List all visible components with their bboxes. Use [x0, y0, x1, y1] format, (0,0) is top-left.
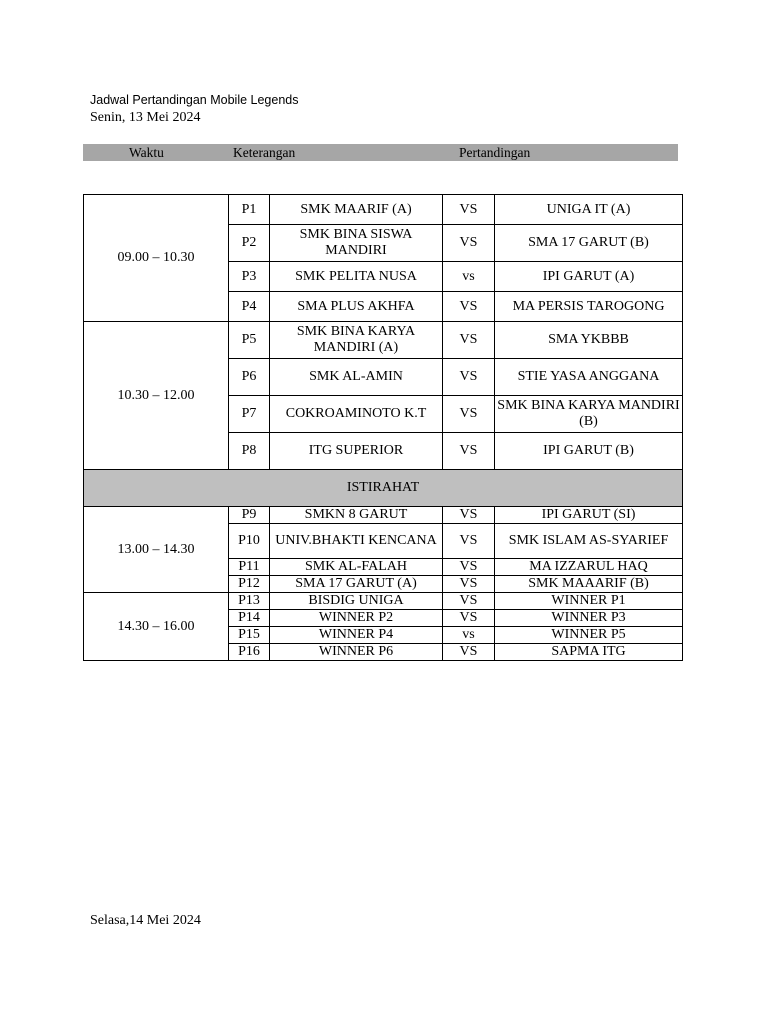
team-a: SMK MAARIF (A): [270, 195, 443, 225]
header-pertandingan: Pertandingan: [459, 145, 531, 160]
vs-label: VS: [443, 524, 495, 559]
vs-label: VS: [443, 359, 495, 396]
team-a: WINNER P4: [270, 627, 443, 644]
time-slot-4: 14.30 – 16.00: [84, 593, 229, 661]
time-slot-2: 10.30 – 12.00: [84, 322, 229, 470]
team-a: ITG SUPERIOR: [270, 433, 443, 470]
team-b: SAPMA ITG: [495, 644, 683, 661]
match-code: P3: [229, 262, 270, 292]
team-a: COKROAMINOTO K.T: [270, 396, 443, 433]
team-a: WINNER P2: [270, 610, 443, 627]
match-code: P9: [229, 507, 270, 524]
table-row: [84, 195, 683, 225]
table-row: [84, 322, 683, 359]
vs-label: VS: [443, 322, 495, 359]
match-code: P5: [229, 322, 270, 359]
vs-label: VS: [443, 225, 495, 262]
match-code: P11: [229, 559, 270, 576]
team-a: SMK BINA SISWA MANDIRI: [270, 225, 443, 262]
header-waktu: Waktu: [129, 145, 164, 160]
team-b: WINNER P1: [495, 593, 683, 610]
time-slot-3: 13.00 – 14.30: [84, 507, 229, 593]
team-a: SMA PLUS AKHFA: [270, 292, 443, 322]
team-a: UNIV.BHAKTI KENCANA: [270, 524, 443, 559]
table-row: [84, 593, 683, 610]
header-keterangan: Keterangan: [233, 145, 296, 160]
team-a: SMK BINA KARYA MANDIRI (A): [270, 322, 443, 359]
match-code: P6: [229, 359, 270, 396]
team-b: IPI GARUT (A): [495, 262, 683, 292]
vs-label: VS: [443, 576, 495, 593]
match-schedule-table: [83, 194, 683, 661]
team-b: WINNER P3: [495, 610, 683, 627]
team-b: SMK MAAARIF (B): [495, 576, 683, 593]
team-b: SMK BINA KARYA MANDIRI (B): [495, 396, 683, 433]
time-slot-1: 09.00 – 10.30: [84, 195, 229, 322]
match-code: P4: [229, 292, 270, 322]
vs-label: VS: [443, 507, 495, 524]
vs-label: VS: [443, 559, 495, 576]
team-b: SMA YKBBB: [495, 322, 683, 359]
team-a: SMKN 8 GARUT: [270, 507, 443, 524]
team-b: MA PERSIS TAROGONG: [495, 292, 683, 322]
table-row: [84, 507, 683, 524]
team-b: MA IZZARUL HAQ: [495, 559, 683, 576]
team-b: UNIGA IT (A): [495, 195, 683, 225]
match-code: P1: [229, 195, 270, 225]
column-header-bar: [83, 144, 678, 161]
document-title: Jadwal Pertandingan Mobile Legends: [90, 93, 299, 107]
vs-label: VS: [443, 195, 495, 225]
match-code: P12: [229, 576, 270, 593]
vs-label: VS: [443, 610, 495, 627]
match-code: P10: [229, 524, 270, 559]
match-code: P14: [229, 610, 270, 627]
team-b: WINNER P5: [495, 627, 683, 644]
vs-label: VS: [443, 593, 495, 610]
match-code: P15: [229, 627, 270, 644]
vs-label: vs: [443, 262, 495, 292]
match-code: P8: [229, 433, 270, 470]
team-b: STIE YASA ANGGANA: [495, 359, 683, 396]
schedule-date-tuesday: Selasa,14 Mei 2024: [90, 913, 201, 928]
team-a: SMK AL-AMIN: [270, 359, 443, 396]
team-a: SMK AL-FALAH: [270, 559, 443, 576]
team-b: SMK ISLAM AS-SYARIEF: [495, 524, 683, 559]
schedule-date-monday: Senin, 13 Mei 2024: [90, 110, 201, 125]
team-b: SMA 17 GARUT (B): [495, 225, 683, 262]
vs-label: VS: [443, 396, 495, 433]
team-b: IPI GARUT (B): [495, 433, 683, 470]
vs-label: VS: [443, 292, 495, 322]
team-a: WINNER P6: [270, 644, 443, 661]
team-b: IPI GARUT (SI): [495, 507, 683, 524]
break-row: [84, 470, 683, 507]
vs-label: VS: [443, 644, 495, 661]
vs-label: vs: [443, 627, 495, 644]
match-code: P2: [229, 225, 270, 262]
match-code: P13: [229, 593, 270, 610]
match-code: P16: [229, 644, 270, 661]
vs-label: VS: [443, 433, 495, 470]
team-a: SMK PELITA NUSA: [270, 262, 443, 292]
break-label: ISTIRAHAT: [84, 470, 683, 507]
team-a: BISDIG UNIGA: [270, 593, 443, 610]
match-code: P7: [229, 396, 270, 433]
team-a: SMA 17 GARUT (A): [270, 576, 443, 593]
